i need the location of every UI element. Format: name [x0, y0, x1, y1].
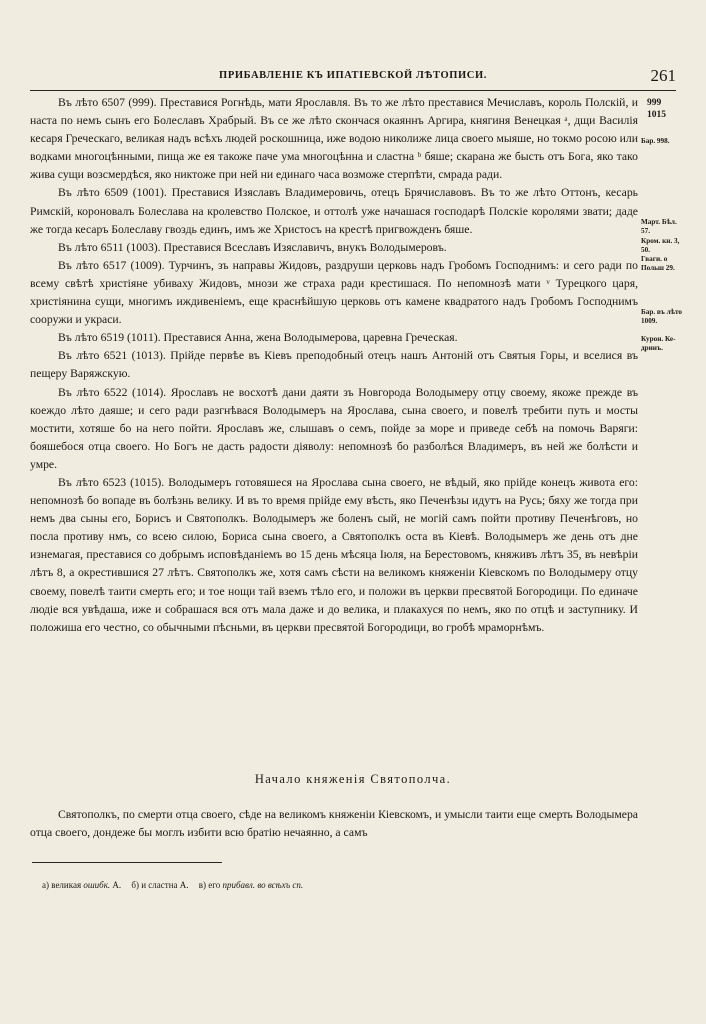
page-number: 261 [650, 66, 676, 85]
footnote-v: в) его прибавл. во всѣхъ сп. [198, 880, 304, 890]
margin-note: Кром. кн. 3, 50. [641, 237, 680, 254]
paragraph: Въ лѣто 6509 (1001). Преставися Изяславъ Владимеровичь, отецъ Брячиславовъ. Въ то же лѣто Оттонъ, кесарь Римскій, короновалъ Болеслава на кролевство Полское, и оттолѣ уже начашася господарѣ Полскіе королями звати; даде же тогда кесаръ Болеславу гвоздь единъ, имъ же Христосъ на крестѣ пригвожденъ бяше. [30, 186, 638, 236]
margin-note: 1015 [647, 110, 666, 120]
footnote-a: а) великая ошибк. А. [42, 880, 122, 890]
footnotes [42, 880, 311, 890]
margin-note: Бар. 998. [641, 137, 670, 145]
paragraph: Въ лѣто 6519 (1011). Преставися Анна, жена Володымерова, царевна Греческая. [58, 331, 458, 345]
paragraph: Въ лѣто 6517 (1009). Турчинъ, зъ направы Жидовъ, раздруши церковь надъ Гробомъ Господнимъ: и сего ради по всему свѣтѣ христіяне убиваху Жидовъ, мнози же страха ради крестишася. По непомнозѣ мати ᵛ Турецкого царя, христіянина сущи, многимъ иждивеніемъ, еще краснѣйшую церковь отъ камене квадратого надъ Гробомъ Господнимъ сооружи и украси. [30, 258, 638, 327]
margin-note: Март. Бѣл. 57. [641, 218, 677, 235]
paragraph: Въ лѣто 6511 (1003). Преставися Всеславъ Изяславичъ, внукъ Володымеровъ. [58, 240, 447, 254]
running-head [30, 66, 676, 88]
running-title: ПРИБАВЛЕНІЕ КЪ ИПАТІЕВСКОЙ ЛѢТОПИСИ. [219, 70, 487, 81]
paragraph: Въ лѣто 6523 (1015). Володымеръ готовяшеся на Ярослава сына своего, не вѣдый, яко прійде конецъ живота его: непомнозѣ бо вопаде въ болѣзнь велику. И въ то время прійде ему вѣсть, яко Печенѣзы идутъ на Русь; бяху же тогда при немъ два сыны его, Борисъ и Святополкъ. Володымеръ же боленъ сый, не могій самъ пойти противу Печенѣговъ, но посла противу нмъ, со всею силою, Бориса сына своего, а Святополкъ оста въ Кіевѣ. Володымеръ же день отъ дне изнемагая, преставися со добрымъ исповѣданіемъ во 15 день мѣсяца Іюля, на Берестовомъ, княживъ лѣтъ 35, въ невѣріи лѣтъ 8, а окрестившися 27 лѣтъ. Святополкъ же, хотя самъ сѣсти на великомъ княженіи Кіевскомъ по Володымеру отцу своему, повелѣ таити смерть его; и тое нощи тай вземъ тѣло его, и положи въ церкви пресвятой Богородици. По единаче людіе вся увѣдаша, иже и собрашася вся отъ мала даже и до велика, и плакахуся по немъ, яко по отцѣ и заступнику. И положиша его честно, со обычными пѣсньми, въ церкви пресвятой Богородици, во гробѣ мраморнѣмъ. [30, 475, 638, 634]
margin-note: Курон. Ке-дринъ. [641, 335, 676, 352]
paragraph: Въ лѣто 6522 (1014). Ярославъ не восхотѣ дани даяти зъ Новгорода Володымеру отцу своему, якоже прежде въ коеждо лѣто даяше; и сего ради разгнѣвася Володымеръ на Ярослава, сына своего, и повелѣ требити путь и мосты мостити, хотяше бо на него пойти. Ярославъ же, слышавъ о семъ, пойде за море и приведе себѣ на помочь Варяги: бояшебося отца своего. Но Богъ не дасть радости діяволу: непомнозѣ бо разболѣся Владимеръ, въ ней же болѣсти и умре. [30, 385, 638, 471]
paragraph: Святополкъ, по смерти отца своего, сѣде на великомъ княженіи Кіевскомъ, и умысли таити еще смерть Володымера отца своего, дондеже бы моглъ избити всю братію нечаянно, а самъ [30, 808, 638, 840]
section-title: Начало княженія Святополча. [254, 772, 452, 786]
paragraph: Въ лѣто 6507 (999). Преставися Рогнѣдь, мати Ярославля. Въ то же лѣто преставися Мечиславъ, король Полскій, и наста по немъ сынъ его Болеславъ Храбрый. Въ се же лѣто скончася окаяннъ Аргира, княгиня Венецкая ᵃ, дщи Василія кесаря Греческаго, великая надъ всѣхъ людей роскошница, иже водою николиже лица своего мыяше, но токмо росою или водками многоцѣнными, пища же ея такоже паче ума многоцѣнна и сластна ᵇ бяше; скарана же бысть отъ Бога, яко тако жива сущи возсмердѣся, яко никтоже при ней ни единаго часа возможе стерпѣти, смрада ради. [30, 96, 638, 182]
margin-note: Гваги. о Польш 29. [641, 255, 675, 272]
paragraph: Въ лѣто 6521 (1013). Прійде первѣе въ Кіевъ преподобный отецъ нашъ Антоній отъ Святыя Горы, и вселися въ пещеру Варяжскую. [30, 349, 638, 381]
footnote-b: б) и сластна А. [131, 880, 189, 890]
footnote-rule [32, 862, 222, 863]
main-text [30, 94, 638, 637]
margin-note: 999 [647, 98, 662, 108]
main-text-continued [30, 806, 638, 842]
header-rule [30, 90, 676, 91]
margin-note: Бар. въ лѣто 1009. [641, 308, 683, 325]
